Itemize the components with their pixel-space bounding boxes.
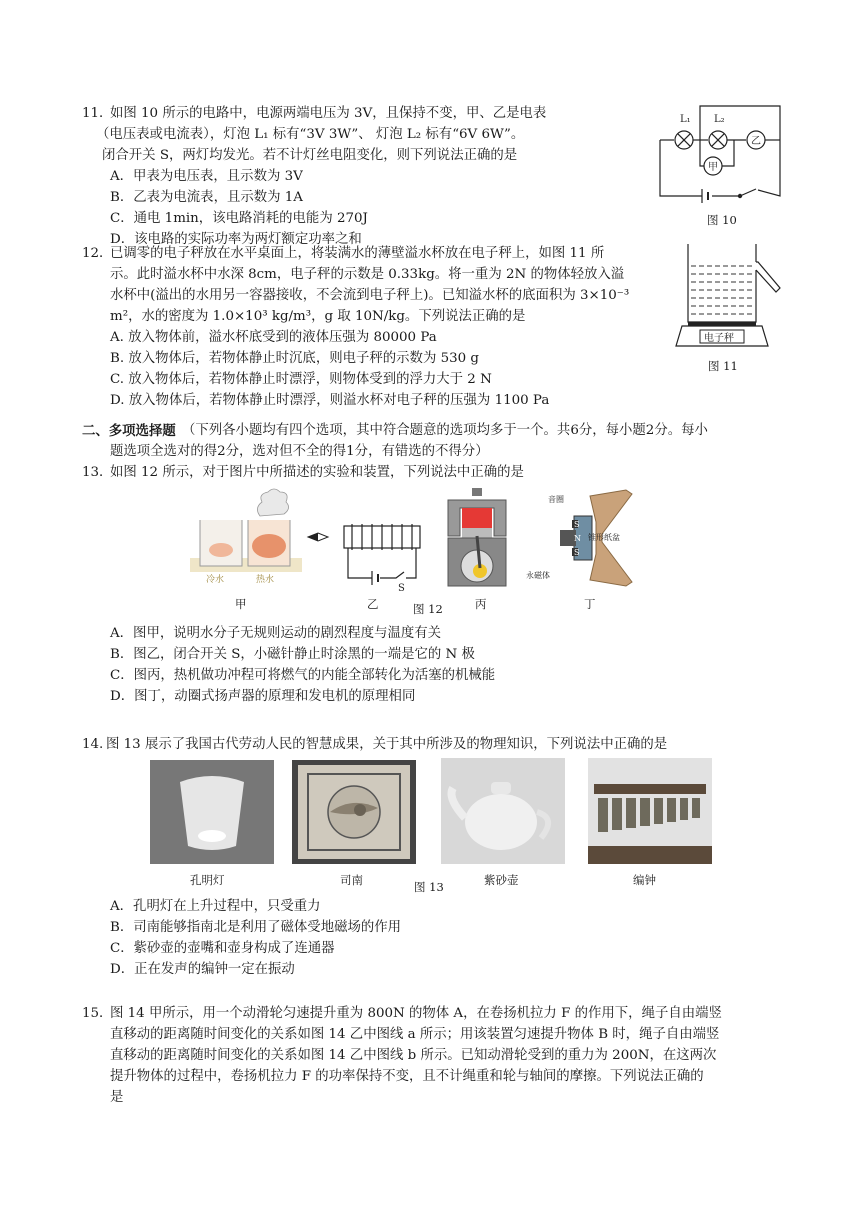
cone-label: 锥形纸盆 [588, 533, 620, 542]
q13-option-c[interactable]: C．图丙，热机做功冲程可将燃气的内能全部转化为活塞的机械能 [110, 668, 496, 683]
q12-stem-line-2: 示。此时溢水杯中水深 8cm，电子秤的示数是 0.33kg。将一重为 2N 的物体轻放入溢 [110, 267, 625, 282]
q15-stem-line-1: 图 14 甲所示，用一个动滑轮匀速提升重为 800N 的物体 A，在卷扬机拉力 F 的作用下，绳子自由端竖 [110, 1006, 722, 1021]
photo-label-teapot: 紫砂壶 [484, 873, 519, 887]
figure-12-sub-ding: 丁 [584, 597, 596, 611]
label-l1: L₁ [680, 114, 691, 125]
q13-option-b[interactable]: B．图乙，闭合开关 S，小磁针静止时涂黑的一端是它的 N 极 [110, 647, 475, 662]
q13-number: 13． [82, 465, 113, 480]
photo-label-bells: 编钟 [633, 873, 656, 887]
svg-text:N: N [574, 534, 581, 543]
q14-stem: 图 13 展示了我国古代劳动人民的智慧成果，关于其中所涉及的物理知识，下列说法中正确的是 [106, 737, 668, 752]
figure-12-yi-solenoid [304, 520, 428, 592]
section-2-desc-line-2: 题选项全选对的得2分，选对但不全的得1分，有错选的不得分） [110, 444, 489, 459]
q12-option-a[interactable]: A. 放入物体前，溢水杯底受到的液体压强为 80000 Pa [110, 330, 437, 345]
figure-12-ding-speaker [526, 488, 636, 588]
figure-13-caption: 图 13 [414, 880, 444, 894]
q12-stem-line-1: 已调零的电子秤放在水平桌面上，将装满水的薄壁溢水杯放在电子秤上，如图 11 所 [110, 246, 605, 261]
figure-12-caption: 图 12 [413, 602, 443, 616]
q12-option-d[interactable]: D. 放入物体后，若物体静止时漂浮，则溢水杯对电子秤的压强为 1100 Pa [110, 393, 550, 408]
figure-12-sub-jia: 甲 [235, 597, 247, 611]
section-2-desc-line-1: （下列各小题均有四个选项，其中符合题意的选项均多于一个。共6分，每小题2分。每小 [182, 423, 708, 438]
photo-label-sinan: 司南 [340, 873, 363, 887]
q11-stem-line-2: （电压表或电流表），灯泡 L₁ 标有“3V 3W”、 灯泡 L₂ 标有“6V 6W”。 [96, 127, 525, 142]
q15-stem-line-2: 直移动的距离随时间变化的关系如图 14 乙中图线 a 所示；用该装置匀速提升物体 B 时，绳子自由端竖 [110, 1027, 720, 1042]
photo-kongming-lantern [150, 760, 274, 864]
q13-stem: 如图 12 所示，对于图片中所描述的实验和装置，下列说法中正确的是 [110, 465, 524, 480]
q14-option-b[interactable]: B．司南能够指南北是利用了磁体受地磁场的作用 [110, 920, 402, 935]
figure-12-bing-engine [442, 486, 512, 590]
meter-yi-label: 乙 [751, 136, 761, 147]
q13-option-d[interactable]: D．图丁，动圈式扬声器的原理和发电机的原理相同 [110, 689, 416, 704]
svg-text:S: S [574, 548, 580, 557]
figure-11-overflow-cup [672, 240, 792, 350]
q12-stem-line-3: 水杯中(溢出的水用另一容器接收，不会流到电子秤上)。已知溢水杯的底面积为 3×10⁻³ [110, 288, 630, 303]
q11-option-d[interactable]: D．该电路的实际功率为两灯额定功率之和 [110, 232, 362, 247]
q11-stem-line-3: 闭合开关 S，两灯均发光。若不计灯丝电阻变化，则下列说法正确的是 [102, 148, 518, 163]
magnet-label: 永磁体 [526, 571, 550, 580]
figure-11-caption: 图 11 [708, 359, 738, 373]
q11-option-c[interactable]: C．通电 1min，该电路消耗的电能为 270J [110, 211, 368, 226]
figure-10-circuit [650, 98, 790, 208]
switch-s-label: S [398, 583, 405, 594]
q15-number: 15． [82, 1006, 113, 1021]
section-2-title: 二、多项选择题 [82, 423, 176, 439]
label-l2: L₂ [714, 114, 725, 125]
coil-label: 音圈 [548, 495, 564, 504]
q12-option-b[interactable]: B. 放入物体后，若物体静止时沉底，则电子秤的示数为 530 g [110, 351, 479, 366]
q14-number: 14. [82, 737, 104, 752]
q15-stem-line-3: 直移动的距离随时间变化的关系如图 14 乙中图线 b 所示。已知动滑轮受到的重力为 200N，在这两次 [110, 1048, 717, 1063]
q11-option-a[interactable]: A．甲表为电压表，且示数为 3V [110, 169, 303, 184]
hot-water-label: 热水 [256, 575, 275, 585]
q15-stem-line-4: 提升物体的过程中，卷扬机拉力 F 的功率保持不变，且不计绳重和轮与轴间的摩擦。下列说法正确的 [110, 1069, 704, 1084]
photo-zisha-teapot [441, 758, 565, 864]
figure-10-caption: 图 10 [707, 213, 737, 227]
photo-sinan-compass [292, 760, 416, 864]
cold-water-label: 冷水 [206, 575, 225, 585]
figure-12-sub-yi: 乙 [367, 597, 379, 611]
q14-option-a[interactable]: A．孔明灯在上升过程中，只受重力 [110, 899, 321, 914]
q12-option-c[interactable]: C. 放入物体后，若物体静止时漂浮，则物体受到的浮力大于 2 N [110, 372, 492, 387]
q11-stem-line-1: 如图 10 所示的电路中，电源两端电压为 3V，且保持不变，甲、乙是电表 [110, 106, 547, 121]
q14-option-c[interactable]: C．紫砂壶的壶嘴和壶身构成了连通器 [110, 941, 335, 956]
scale-label: 电子秤 [704, 333, 734, 344]
meter-jia-label: 甲 [708, 162, 718, 173]
photo-label-kongming: 孔明灯 [190, 873, 225, 887]
q15-stem-line-5: 是 [110, 1090, 124, 1105]
figure-12-sub-bing: 丙 [475, 597, 487, 611]
figure-12-jia-beakers [190, 486, 302, 586]
q14-option-d[interactable]: D．正在发声的编钟一定在振动 [110, 962, 295, 977]
svg-text:S: S [574, 520, 580, 529]
q11-option-b[interactable]: B．乙表为电流表，且示数为 1A [110, 190, 303, 205]
q12-stem-line-4: m²，水的密度为 1.0×10³ kg/m³，g 取 10N/kg。下列说法正确的是 [110, 309, 526, 324]
photo-chime-bells [588, 758, 712, 864]
q12-number: 12． [82, 246, 113, 261]
q13-option-a[interactable]: A．图甲，说明水分子无规则运动的剧烈程度与温度有关 [110, 626, 442, 641]
q11-number: 11． [82, 106, 113, 121]
